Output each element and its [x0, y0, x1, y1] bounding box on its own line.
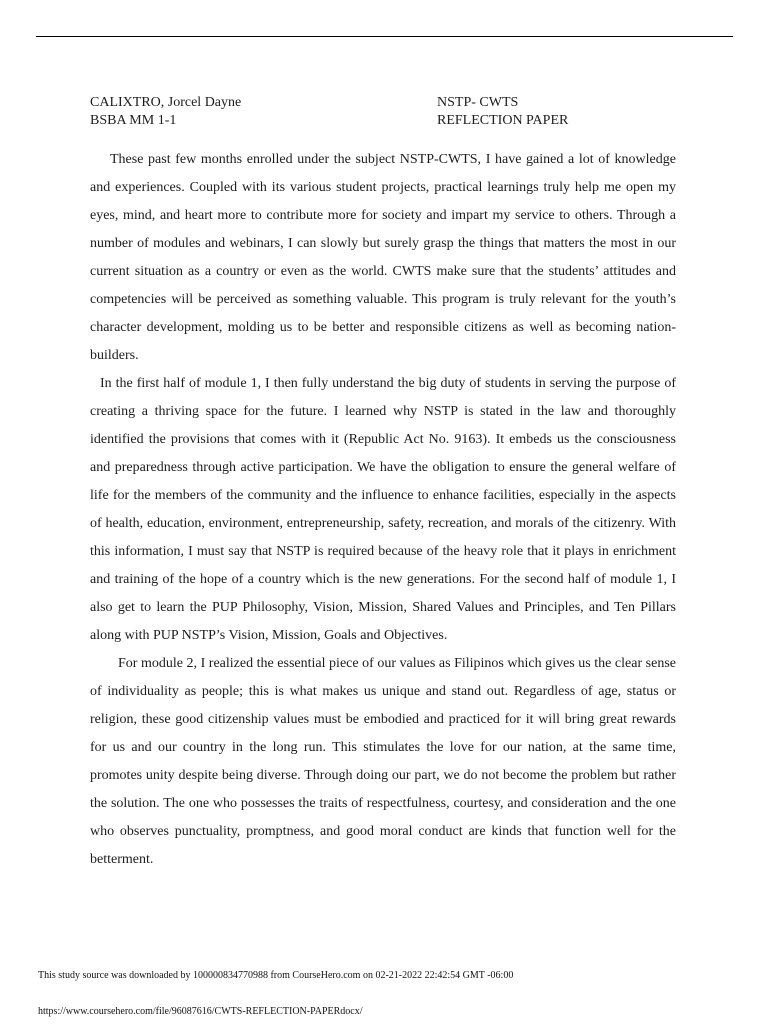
- document-type-label: REFLECTION PAPER: [437, 113, 569, 128]
- top-divider: [36, 36, 733, 37]
- source-url[interactable]: https://www.coursehero.com/file/96087616/CWTS-REFLECTION-PAPERdocx/: [38, 1006, 363, 1017]
- paragraph-3: For module 2, I realized the essential piece of our values as Filipinos which gives us the clear sense of individuality as people; this is what makes us unique and stand out. Regardless of age, status or religion, these good citizenship values must be embodied and practiced for it will bring great rewards for us and our country in the long run. This stimulates the love for our nation, at the same time, promotes unity despite being diverse. Through doing our part, we do not become the problem but rather the solution. The one who possesses the traits of respectfulness, courtesy, and consideration and the one who observes punctuality, promptness, and good moral conduct are kinds that function well for the betterment.: [90, 656, 676, 867]
- student-section: BSBA MM 1-1: [90, 113, 177, 128]
- subject-label: NSTP- CWTS: [437, 95, 519, 110]
- student-name: CALIXTRO, Jorcel Dayne: [90, 95, 242, 110]
- download-note: This study source was downloaded by 100000834770988 from CourseHero.com on 02-21-2022 22:42:54 GMT -06:00: [38, 970, 514, 981]
- document-body: [90, 146, 676, 874]
- document-header: [90, 94, 690, 130]
- paragraph-2: In the first half of module 1, I then fully understand the big duty of students in serving the purpose of creating a thriving space for the future. I learned why NSTP is stated in the law and thoroughly identified the provisions that comes with it (Republic Act No. 9163). It embeds us the consciousness and preparedness through active participation. We have the obligation to ensure the general welfare of life for the members of the community and the influence to enhance facilities, especially in the aspects of health, education, environment, entrepreneurship, safety, recreation, and morals of the citizenry. With this information, I must say that NSTP is required because of the heavy role that it plays in enrichment and training of the hope of a country which is the new generations. For the second half of module 1, I also get to learn the PUP Philosophy, Vision, Mission, Shared Values and Principles, and Ten Pillars along with PUP NSTP’s Vision, Mission, Goals and Objectives.: [90, 376, 676, 643]
- paragraph-1: These past few months enrolled under the subject NSTP-CWTS, I have gained a lot of knowledge and experiences. Coupled with its various student projects, practical learnings truly help me open my eyes, mind, and heart more to contribute more for society and impart my service to others. Through a number of modules and webinars, I can slowly but surely grasp the things that matters the most in our current situation as a country or even as the world. CWTS make sure that the students’ attitudes and competencies will be perceived as something valuable. This program is truly relevant for the youth’s character development, molding us to be better and responsible citizens as well as becoming nation-builders.: [90, 152, 676, 363]
